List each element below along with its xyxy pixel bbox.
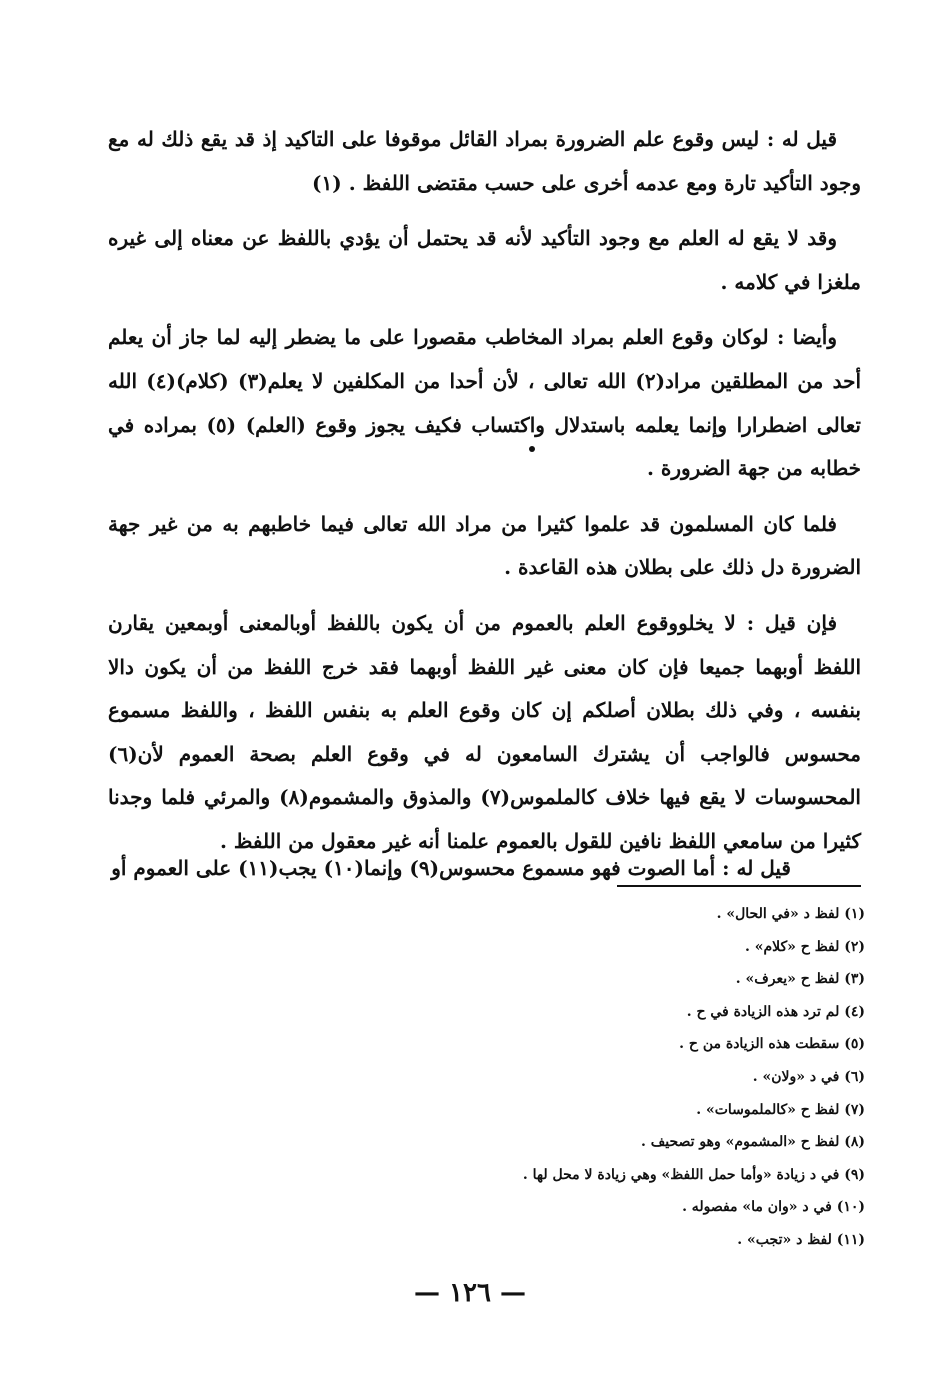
footnote-2: (٢) لفظ ح «كلام» . — [744, 938, 865, 955]
main-text-body — [108, 118, 861, 876]
footnote-7: (٧) لفظ ح «كالملموسات» . — [696, 1101, 865, 1118]
footnote-separator — [617, 885, 861, 887]
paragraph-2: وقد لا يقع له العلم مع وجود التأكيد لأنه قد يحتمل أن يؤدي باللفظ عن معناه إلى غيره ملغزا في كلامه . — [108, 226, 861, 294]
paragraph-1: قيل له : ليس وقوع علم الضرورة بمراد القائل موقوفا على التاكيد إذ قد يقع ذلك له مع وجود التأكيد تارة ومع عدمه أخرى على حسب مقتضى اللفظ . (١) — [108, 127, 861, 195]
footnote-3: (٣) لفظ ح «يعرف» . — [735, 971, 865, 988]
footnote-4: (٤) لم ترد هذه الزيادة في ح . — [686, 1003, 865, 1020]
paragraph-3: وأيضا : لوكان وقوع العلم بمراد المخاطب مقصورا على ما يضطر إليه لما جاز أن يعلم أحد من المطلقين مراد(٢) الله تعالى ، لأن أحدا من المكلفين لا يعلم(٣) (كلام)(٤) الله تعالى اضطرارا وإنما يعلمه باستدلال واكتساب فكيف يجوز وقوع (العلم) (٥) بمراده في خطابه من جهة الضرورة . — [108, 325, 861, 481]
footnote-1: (١) لفظ د «في الحال» . — [716, 906, 865, 922]
footnotes-list — [400, 898, 865, 1257]
footnote-11: (١١) لفظ د «تجب» . — [737, 1231, 865, 1248]
paragraph-5: فإن قيل : لا يخلووقوع العلم بالعموم من أن يكون باللفظ أوبالمعنى أوبمعين يقارن اللفظ أوبهما جميعا فإن كان معنى غير اللفظ أوبهما فقد خرج اللفظ من أن يكون دالا بنفسه ، وفي ذلك بطلان أصلكم إن كان وقوع العلم به بنفس اللفظ ، واللفظ مسموع محسوس فالواجب أن يشترك السامعون له في وقوع العلم بصحة العموم لأن(٦) المحسوسات لا يقع فيها خلاف كالملموس(٧) والمذوق والمشموم(٨) والمرئي فلما وجدنا كثيرا من سامعي اللفظ نافين للقول بالعموم علمنا أنه غير معقول من اللفظ . — [108, 610, 861, 853]
paragraph-4: فلما كان المسلمون قد علموا كثيرا من مراد الله تعالى فيما خاطبهم به من غير جهة الضرورة دل ذلك على بطلان هذه القاعدة . — [108, 511, 861, 580]
ink-dot — [529, 446, 535, 452]
footnote-5: (٥) سقطت هذه الزيادة من ح . — [679, 1036, 865, 1053]
footnote-6: (٦) في د «ولان» . — [752, 1068, 865, 1085]
paragraph-6: قيل له : أما الصوت فهو مسموع محسوس(٩) وإنما(١٠) يجب(١١) على العموم أو — [111, 856, 791, 880]
footnote-8: (٨) لفظ ح «المشموم» وهو تصحيف . — [641, 1134, 865, 1151]
footnote-10: (١٠) في د «وان ما» مفصوله . — [682, 1199, 865, 1216]
footnote-9: (٩) في د زيادة «وأما حمل اللفظ» وهي زيادة لا محل لها . — [522, 1166, 865, 1183]
page-number: — ١٢٦ — — [413, 1278, 527, 1308]
